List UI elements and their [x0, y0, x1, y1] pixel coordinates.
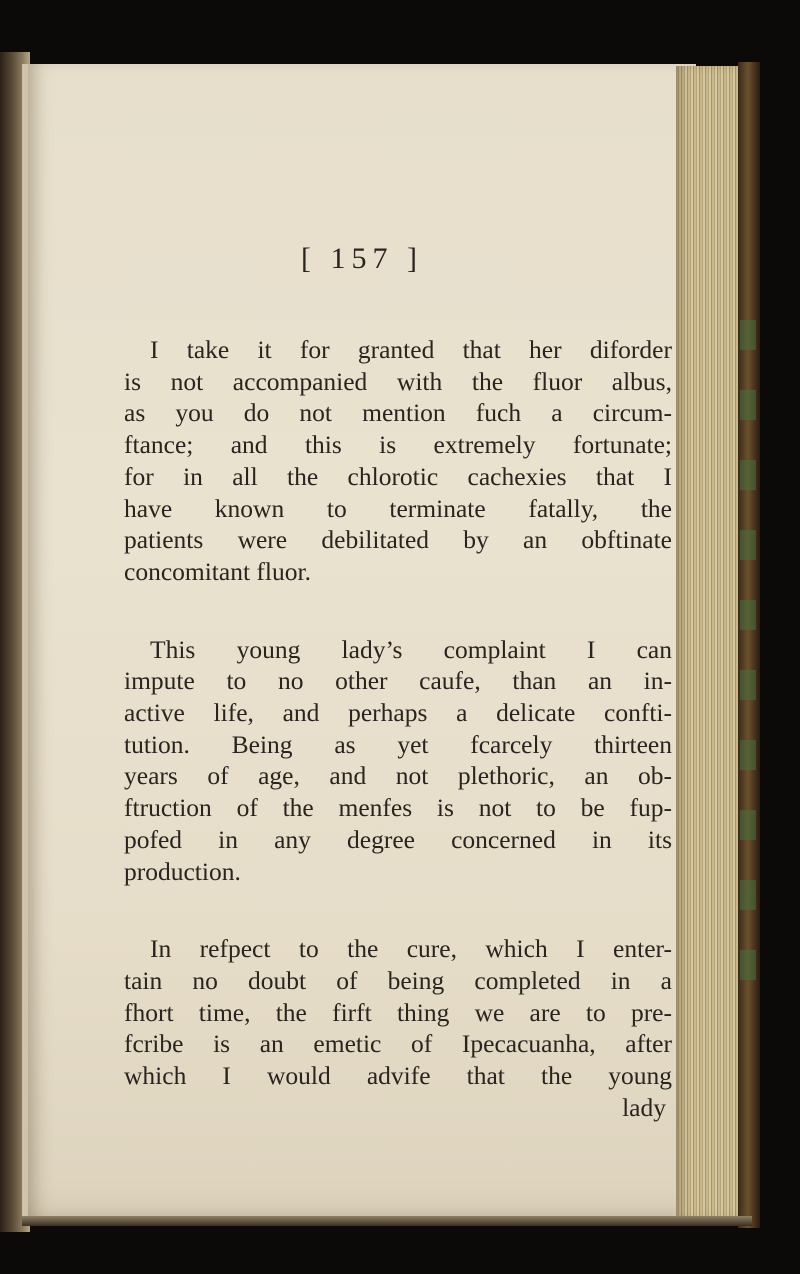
text-line: In refpect to the cure, which I enter- — [150, 934, 672, 964]
text-line: production. — [124, 856, 241, 886]
text-line: active life, and perhaps a delicate confti- — [124, 698, 672, 728]
catchword: lady — [622, 1092, 666, 1122]
text-line: for in all the chlorotic cachexies that I — [124, 461, 672, 491]
page-edges — [676, 66, 746, 1218]
bottom-cover-edge — [22, 1216, 752, 1226]
text-line: ftruction of the menfes is not to be fup- — [124, 793, 672, 823]
text-line: fhort time, the firft thing we are to pre- — [124, 997, 672, 1027]
text-line: have known to terminate fatally, the — [124, 493, 672, 523]
page-header: [ 157 ] — [301, 242, 423, 275]
text-line: tution. Being as yet fcarcely thirteen — [124, 729, 672, 759]
text-line: This young lady’s complaint I can — [150, 634, 672, 664]
text-line: fcribe is an emetic of Ipecacuanha, after — [124, 1029, 672, 1059]
paragraph-gap — [124, 887, 672, 933]
text-line: concomitant fluor. — [124, 556, 311, 586]
text-line: pofed in any degree concerned in its — [124, 824, 672, 854]
text-line: as you do not mention fuch a circum- — [124, 398, 672, 428]
text-line: which I would advife that the young — [124, 1061, 672, 1091]
binding-marbling — [740, 280, 756, 980]
text-line: is not accompanied with the fluor albus, — [124, 366, 672, 396]
paragraph-gap — [124, 588, 672, 634]
text-line: I take it for granted that her diforder — [150, 335, 672, 364]
text-line: tain no doubt of being completed in a — [124, 965, 672, 995]
page-body — [124, 334, 672, 1123]
text-line: impute to no other caufe, than an in- — [124, 666, 672, 696]
text-line: years of age, and not plethoric, an ob- — [124, 761, 672, 791]
book-page — [22, 64, 696, 1220]
text-line: ftance; and this is extremely fortunate; — [124, 430, 672, 460]
text-line: patients were debilitated by an obftinate — [124, 525, 672, 555]
